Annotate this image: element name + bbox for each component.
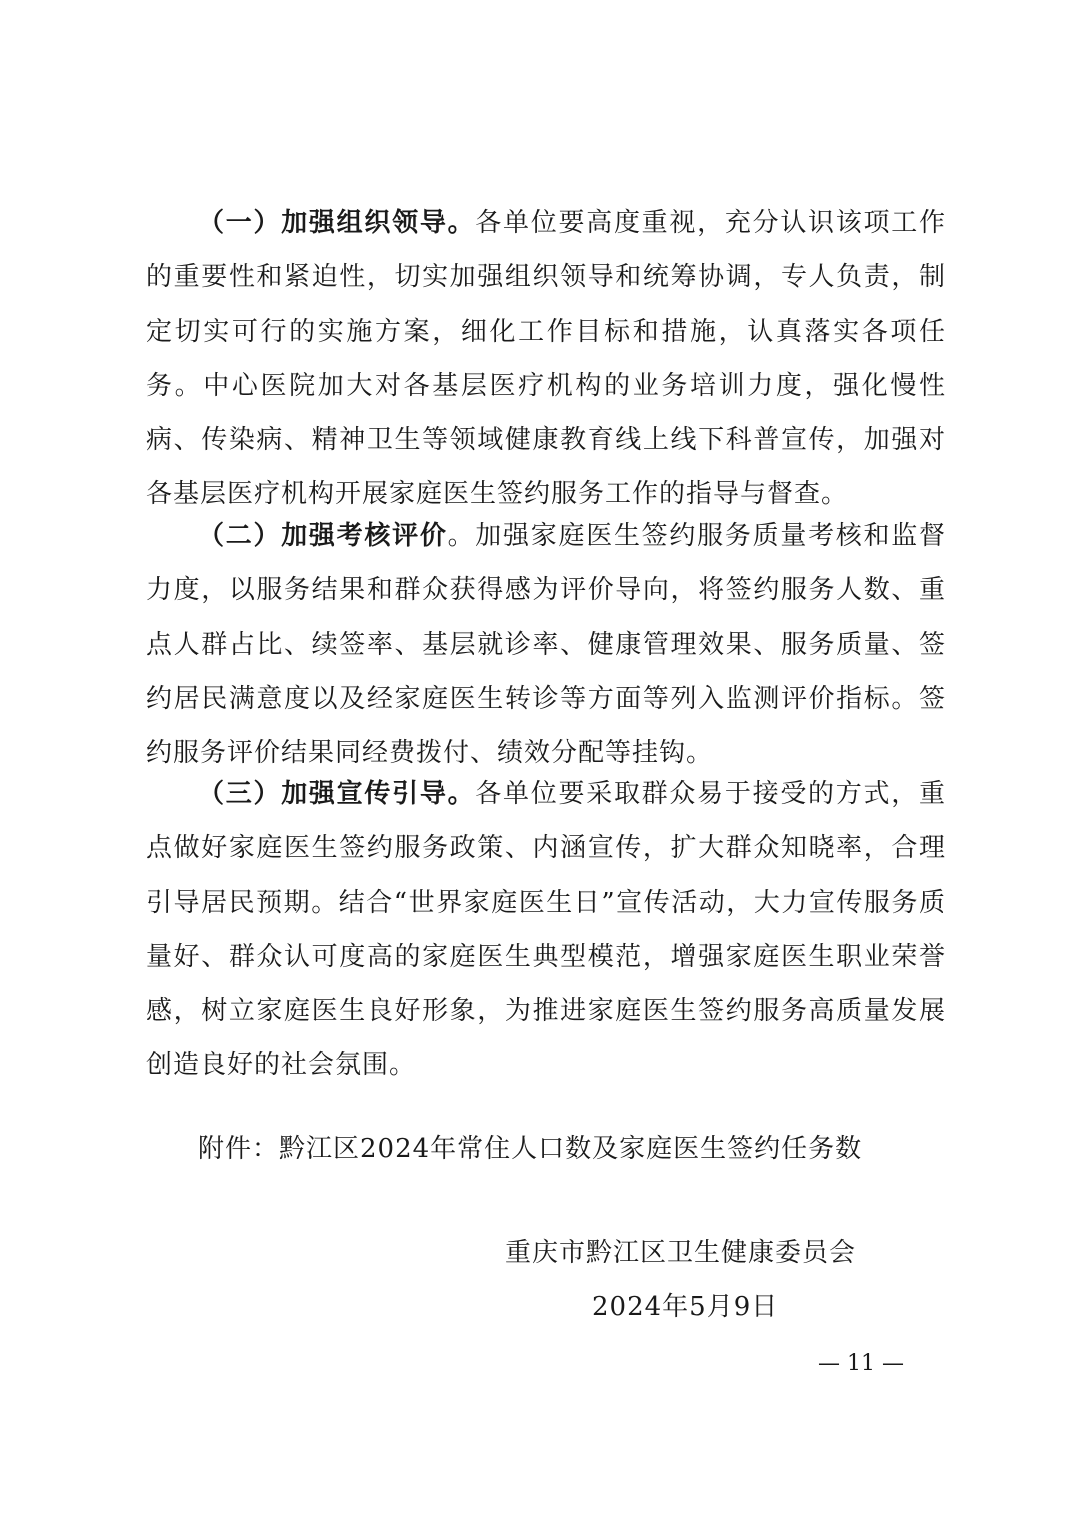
- section-heading: （二）加强考核评价: [198, 521, 448, 551]
- section-heading: （一）加强组织领导。: [198, 208, 476, 238]
- section-organization-leadership: [146, 196, 946, 522]
- issue-date: 2024年5月9日: [592, 1292, 779, 1322]
- section-body: 各单位要高度重视，充分认识该项工作的重要性和紧迫性，切实加强组织领导和统筹协调，专人负责，制定切实可行的实施方案，细化工作目标和措施，认真落实各项任务。中心医院加大对各基层医疗机构的业务培训力度，强化慢性病、传染病、精神卫生等领域健康教育线上线下科普宣传，加强对各基层医疗机构开展家庭医生签约服务工作的指导与督查。: [146, 208, 946, 510]
- attachment-note: 附件：黔江区2024年常住人口数及家庭医生签约任务数: [198, 1134, 863, 1164]
- section-heading: （三）加强宣传引导。: [198, 779, 476, 809]
- issuing-organization: 重庆市黔江区卫生健康委员会: [505, 1238, 857, 1268]
- section-assessment-evaluation: [146, 509, 946, 780]
- section-body: 各单位要采取群众易于接受的方式，重点做好家庭医生签约服务政策、内涵宣传，扩大群众知晓率，合理引导居民预期。结合“世界家庭医生日”宣传活动，大力宣传服务质量好、群众认可度高的家庭医生典型模范，增强家庭医生职业荣誉感，树立家庭医生良好形象，为推进家庭医生签约服务高质量发展创造良好的社会氛围。: [146, 779, 946, 1081]
- page-number: — 11 —: [818, 1351, 904, 1376]
- section-body: 。加强家庭医生签约服务质量考核和监督力度，以服务结果和群众获得感为评价导向，将签约服务人数、重点人群占比、续签率、基层就诊率、健康管理效果、服务质量、签约居民满意度以及经家庭医生转诊等方面等列入监测评价指标。签约服务评价结果同经费拨付、绩效分配等挂钩。: [146, 521, 946, 769]
- section-publicity-guidance: [146, 767, 946, 1093]
